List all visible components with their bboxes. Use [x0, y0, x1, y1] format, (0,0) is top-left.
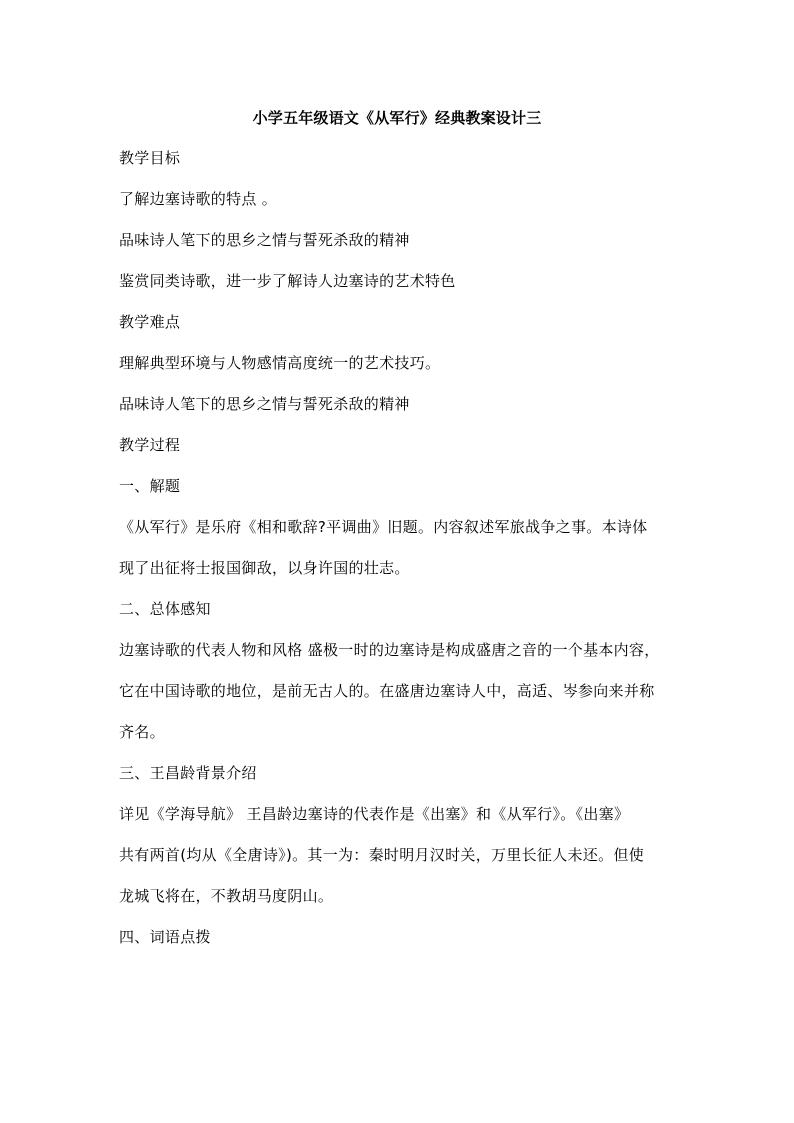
paragraph-line: 详见《学海导航》 王昌龄边塞诗的代表作是《出塞》和《从军行》。《出塞》: [119, 805, 630, 823]
section-heading-teaching-goals: 教学目标: [119, 149, 181, 167]
paragraph-line: 龙城飞将在，不教胡马度阴山。: [119, 887, 334, 905]
goal-line-2: 品味诗人笔下的思乡之情与誓死杀敌的精神: [119, 231, 410, 249]
document-title: 小学五年级语文《从军行》经典教案设计三: [252, 109, 542, 127]
paragraph-line: 现了出征将士报国御敌，以身许国的壮志。: [119, 559, 410, 577]
section-heading-teaching-difficulties: 教学难点: [119, 313, 181, 331]
difficulty-line-2: 品味诗人笔下的思乡之情与誓死杀敌的精神: [119, 395, 410, 413]
paragraph-line: 边塞诗歌的代表人物和风格 盛极一时的边塞诗是构成盛唐之音的一个基本内容，: [119, 641, 660, 659]
section-heading-teaching-process: 教学过程: [119, 436, 181, 454]
goal-line-1: 了解边塞诗歌的特点 。: [119, 190, 278, 208]
paragraph-line: 齐名。: [119, 723, 165, 741]
subheading-overall-perception: 二、总体感知: [119, 600, 211, 618]
goal-line-3: 鉴赏同类诗歌，进一步了解诗人边塞诗的艺术特色: [119, 272, 456, 290]
paragraph-line: 它在中国诗歌的地位，是前无古人的。在盛唐边塞诗人中，高适、岑参向来并称: [119, 682, 655, 700]
document-body: [119, 148, 689, 947]
paragraph-line: 《从军行》是乐府《相和歌辞?平调曲》旧题。内容叙述军旅战争之事。本诗体: [119, 518, 648, 536]
paragraph-line: 共有两首(均从《全唐诗》)。其一为：秦时明月汉时关，万里长征人未还。但使: [119, 846, 645, 864]
subheading-explain-title: 一、解题: [119, 477, 181, 495]
subheading-author-background: 三、王昌龄背景介绍: [119, 764, 257, 782]
difficulty-line-1: 理解典型环境与人物感情高度统一的艺术技巧。: [119, 354, 441, 372]
subheading-vocabulary: 四、词语点拨: [119, 928, 211, 946]
